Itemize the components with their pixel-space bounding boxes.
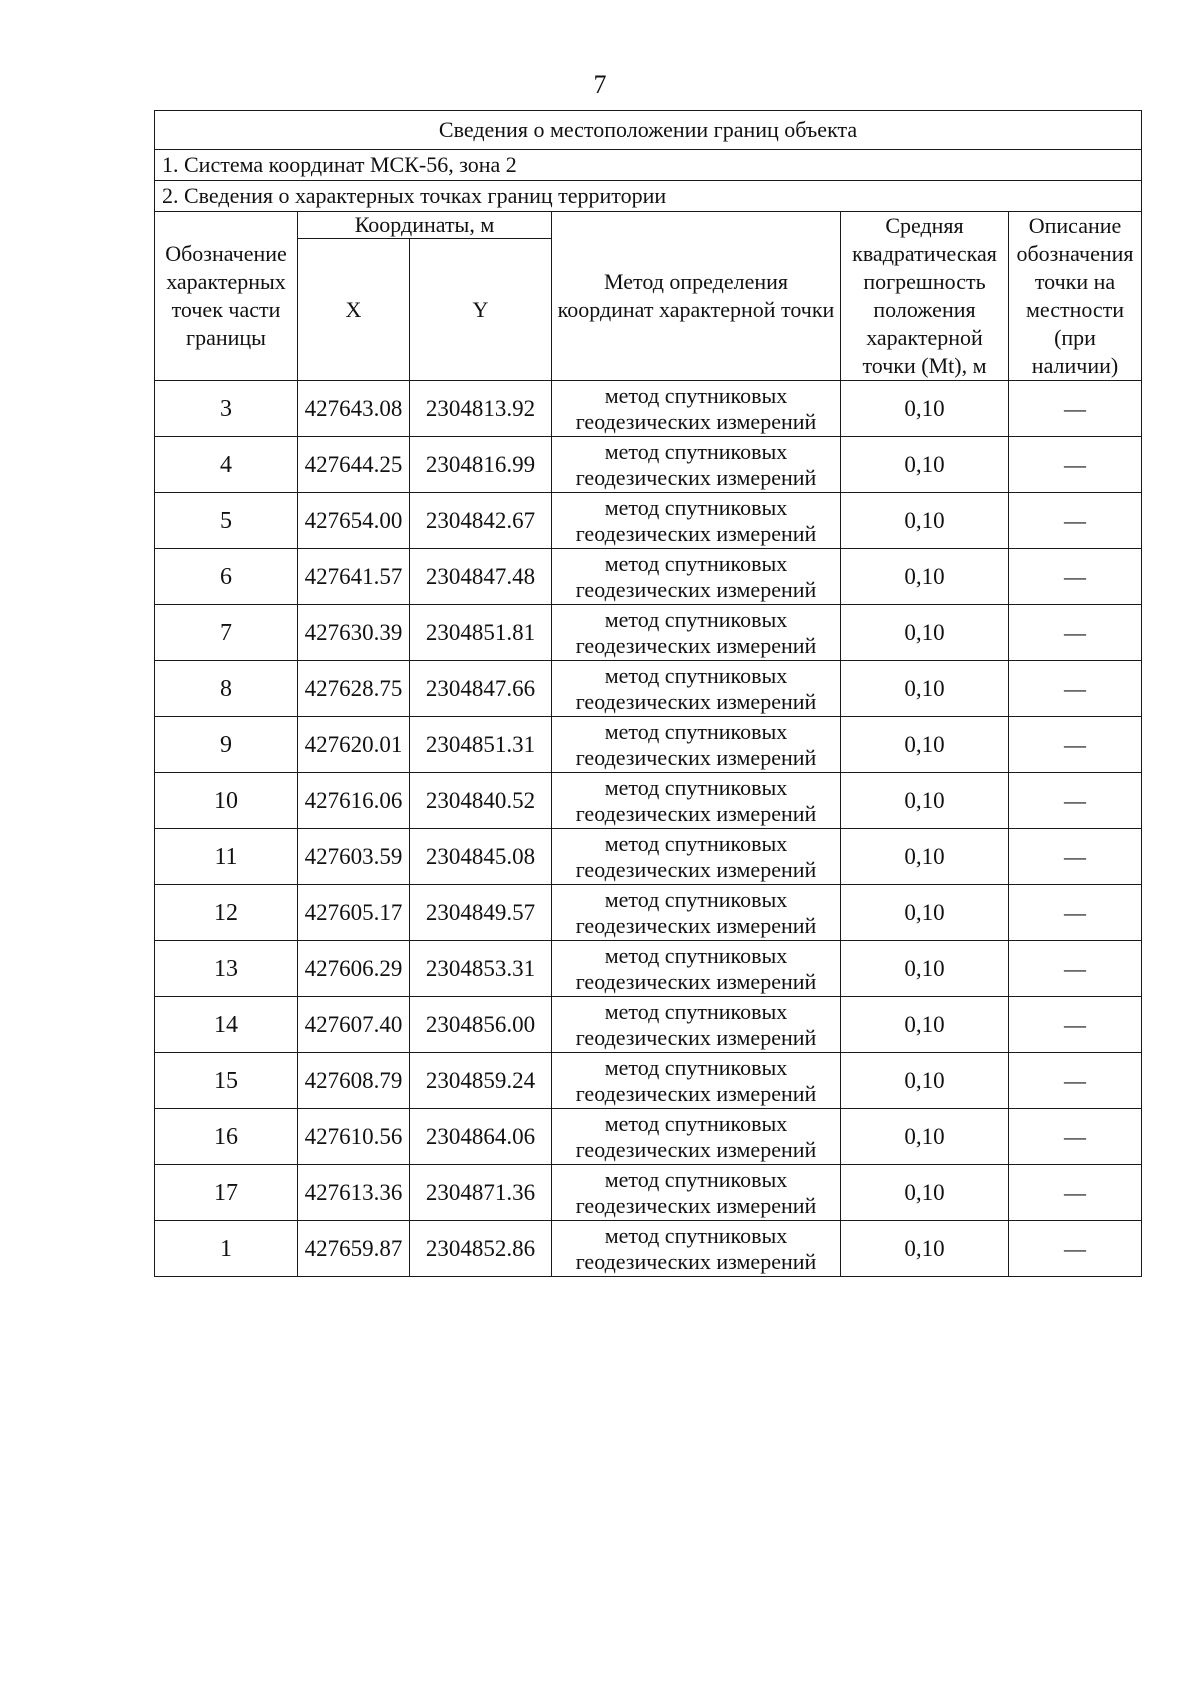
method-cell: [552, 1221, 841, 1277]
y-cell: 2304813.92: [410, 381, 552, 437]
point-cell: 17: [155, 1165, 298, 1221]
x-cell: 427630.39: [298, 605, 410, 661]
table-row: [155, 1165, 1142, 1221]
x-cell: 427628.75: [298, 661, 410, 717]
point-cell: 8: [155, 661, 298, 717]
point-cell: 1: [155, 1221, 298, 1277]
description-cell: —: [1009, 1109, 1142, 1165]
x-cell: 427606.29: [298, 941, 410, 997]
y-cell: 2304856.00: [410, 997, 552, 1053]
section-label: 2. Сведения о характерных точках границ территории: [155, 181, 1142, 212]
method-line-1: метод спутниковых: [604, 1222, 788, 1248]
error-cell: 0,10: [841, 661, 1009, 717]
y-cell: 2304871.36: [410, 1165, 552, 1221]
method-cell: [552, 773, 841, 829]
x-cell: 427643.08: [298, 381, 410, 437]
section-row: [155, 181, 1142, 212]
method-cell: [552, 885, 841, 941]
x-cell: 427616.06: [298, 773, 410, 829]
table-row: [155, 661, 1142, 717]
error-cell: 0,10: [841, 773, 1009, 829]
method-cell: [552, 493, 841, 549]
point-cell: 9: [155, 717, 298, 773]
method-line-2: геодезических измерений: [575, 1024, 817, 1050]
description-cell: —: [1009, 437, 1142, 493]
x-cell: 427620.01: [298, 717, 410, 773]
x-cell: 427610.56: [298, 1109, 410, 1165]
method-cell: [552, 717, 841, 773]
method-line-2: геодезических измерений: [575, 464, 817, 490]
page-number: 7: [593, 70, 607, 99]
point-cell: 10: [155, 773, 298, 829]
error-cell: 0,10: [841, 493, 1009, 549]
x-cell: 427654.00: [298, 493, 410, 549]
error-cell: 0,10: [841, 885, 1009, 941]
method-line-1: метод спутниковых: [604, 830, 788, 856]
y-cell: 2304845.08: [410, 829, 552, 885]
method-line-1: метод спутниковых: [604, 494, 788, 520]
description-cell: —: [1009, 381, 1142, 437]
point-cell: 16: [155, 1109, 298, 1165]
error-cell: 0,10: [841, 829, 1009, 885]
x-cell: 427607.40: [298, 997, 410, 1053]
header-error: Средняя квадратическая погрешность положения характерной точки (Mt), м: [841, 212, 1009, 381]
table-row: [155, 885, 1142, 941]
method-line-2: геодезических измерений: [575, 1136, 817, 1162]
coordinate-system-row: [155, 150, 1142, 181]
table-title-row: [155, 111, 1142, 150]
error-cell: 0,10: [841, 997, 1009, 1053]
method-line-1: метод спутниковых: [604, 886, 788, 912]
method-line-1: метод спутниковых: [604, 1054, 788, 1080]
error-cell: 0,10: [841, 1165, 1009, 1221]
point-cell: 3: [155, 381, 298, 437]
error-cell: 0,10: [841, 1053, 1009, 1109]
method-line-2: геодезических измерений: [575, 1248, 817, 1274]
description-cell: —: [1009, 549, 1142, 605]
table-row: [155, 717, 1142, 773]
x-cell: 427644.25: [298, 437, 410, 493]
method-cell: [552, 381, 841, 437]
method-line-2: геодезических измерений: [575, 744, 817, 770]
header-description: Описание обозначения точки на местности (при наличии): [1009, 212, 1142, 381]
x-cell: 427613.36: [298, 1165, 410, 1221]
error-cell: 0,10: [841, 1221, 1009, 1277]
method-line-2: геодезических измерений: [575, 800, 817, 826]
point-cell: 15: [155, 1053, 298, 1109]
table-row: [155, 605, 1142, 661]
y-cell: 2304852.86: [410, 1221, 552, 1277]
description-cell: —: [1009, 717, 1142, 773]
error-cell: 0,10: [841, 941, 1009, 997]
x-cell: 427603.59: [298, 829, 410, 885]
y-cell: 2304851.31: [410, 717, 552, 773]
y-cell: 2304851.81: [410, 605, 552, 661]
method-line-2: геодезических измерений: [575, 912, 817, 938]
description-cell: —: [1009, 1053, 1142, 1109]
header-point: Обозначение характерных точек части границы: [155, 212, 298, 381]
method-line-1: метод спутниковых: [604, 438, 788, 464]
method-cell: [552, 941, 841, 997]
method-line-1: метод спутниковых: [604, 942, 788, 968]
error-cell: 0,10: [841, 381, 1009, 437]
point-cell: 12: [155, 885, 298, 941]
method-line-2: геодезических измерений: [575, 688, 817, 714]
method-line-2: геодезических измерений: [575, 856, 817, 882]
description-cell: —: [1009, 997, 1142, 1053]
description-cell: —: [1009, 829, 1142, 885]
y-cell: 2304840.52: [410, 773, 552, 829]
point-cell: 13: [155, 941, 298, 997]
method-cell: [552, 549, 841, 605]
table-row: [155, 829, 1142, 885]
method-line-2: геодезических измерений: [575, 632, 817, 658]
point-cell: 6: [155, 549, 298, 605]
table-row: [155, 493, 1142, 549]
method-line-2: геодезических измерений: [575, 1080, 817, 1106]
method-line-2: геодезических измерений: [575, 408, 817, 434]
method-cell: [552, 605, 841, 661]
x-cell: 427605.17: [298, 885, 410, 941]
table-row: [155, 941, 1142, 997]
error-cell: 0,10: [841, 717, 1009, 773]
description-cell: —: [1009, 493, 1142, 549]
table-row: [155, 997, 1142, 1053]
method-line-2: геодезических измерений: [575, 1192, 817, 1218]
method-cell: [552, 1109, 841, 1165]
header-coordinates: Координаты, м: [298, 212, 552, 239]
description-cell: —: [1009, 661, 1142, 717]
x-cell: 427608.79: [298, 1053, 410, 1109]
boundary-points-table: [154, 110, 1142, 1277]
point-cell: 5: [155, 493, 298, 549]
method-line-2: геодезических измерений: [575, 576, 817, 602]
method-cell: [552, 1053, 841, 1109]
method-cell: [552, 1165, 841, 1221]
y-cell: 2304849.57: [410, 885, 552, 941]
table-row: [155, 1109, 1142, 1165]
method-line-1: метод спутниковых: [604, 606, 788, 632]
method-line-1: метод спутниковых: [604, 718, 788, 744]
point-cell: 11: [155, 829, 298, 885]
method-line-2: геодезических измерений: [575, 968, 817, 994]
table-title: Сведения о местоположении границ объекта: [155, 111, 1142, 150]
error-cell: 0,10: [841, 437, 1009, 493]
table-row: [155, 773, 1142, 829]
header-row-1: [155, 212, 1142, 239]
method-cell: [552, 661, 841, 717]
table-row: [155, 549, 1142, 605]
x-cell: 427641.57: [298, 549, 410, 605]
y-cell: 2304859.24: [410, 1053, 552, 1109]
header-method: Метод определения координат характерной точки: [552, 212, 841, 381]
header-y: Y: [410, 239, 552, 381]
table-row: [155, 1221, 1142, 1277]
description-cell: —: [1009, 605, 1142, 661]
y-cell: 2304842.67: [410, 493, 552, 549]
method-cell: [552, 437, 841, 493]
y-cell: 2304864.06: [410, 1109, 552, 1165]
point-cell: 14: [155, 997, 298, 1053]
method-line-1: метод спутниковых: [604, 550, 788, 576]
table-row: [155, 437, 1142, 493]
description-cell: —: [1009, 773, 1142, 829]
method-line-1: метод спутниковых: [604, 662, 788, 688]
y-cell: 2304853.31: [410, 941, 552, 997]
method-line-1: метод спутниковых: [604, 774, 788, 800]
method-line-1: метод спутниковых: [604, 998, 788, 1024]
method-line-1: метод спутниковых: [604, 382, 788, 408]
description-cell: —: [1009, 1221, 1142, 1277]
point-cell: 4: [155, 437, 298, 493]
method-line-2: геодезических измерений: [575, 520, 817, 546]
y-cell: 2304847.48: [410, 549, 552, 605]
description-cell: —: [1009, 941, 1142, 997]
header-x: X: [298, 239, 410, 381]
description-cell: —: [1009, 885, 1142, 941]
coordinate-system-label: 1. Система координат МСК-56, зона 2: [155, 150, 1142, 181]
table-row: [155, 1053, 1142, 1109]
method-line-1: метод спутниковых: [604, 1166, 788, 1192]
x-cell: 427659.87: [298, 1221, 410, 1277]
y-cell: 2304847.66: [410, 661, 552, 717]
y-cell: 2304816.99: [410, 437, 552, 493]
point-cell: 7: [155, 605, 298, 661]
error-cell: 0,10: [841, 605, 1009, 661]
method-cell: [552, 997, 841, 1053]
method-cell: [552, 829, 841, 885]
description-cell: —: [1009, 1165, 1142, 1221]
method-line-1: метод спутниковых: [604, 1110, 788, 1136]
table-row: [155, 381, 1142, 437]
error-cell: 0,10: [841, 1109, 1009, 1165]
error-cell: 0,10: [841, 549, 1009, 605]
